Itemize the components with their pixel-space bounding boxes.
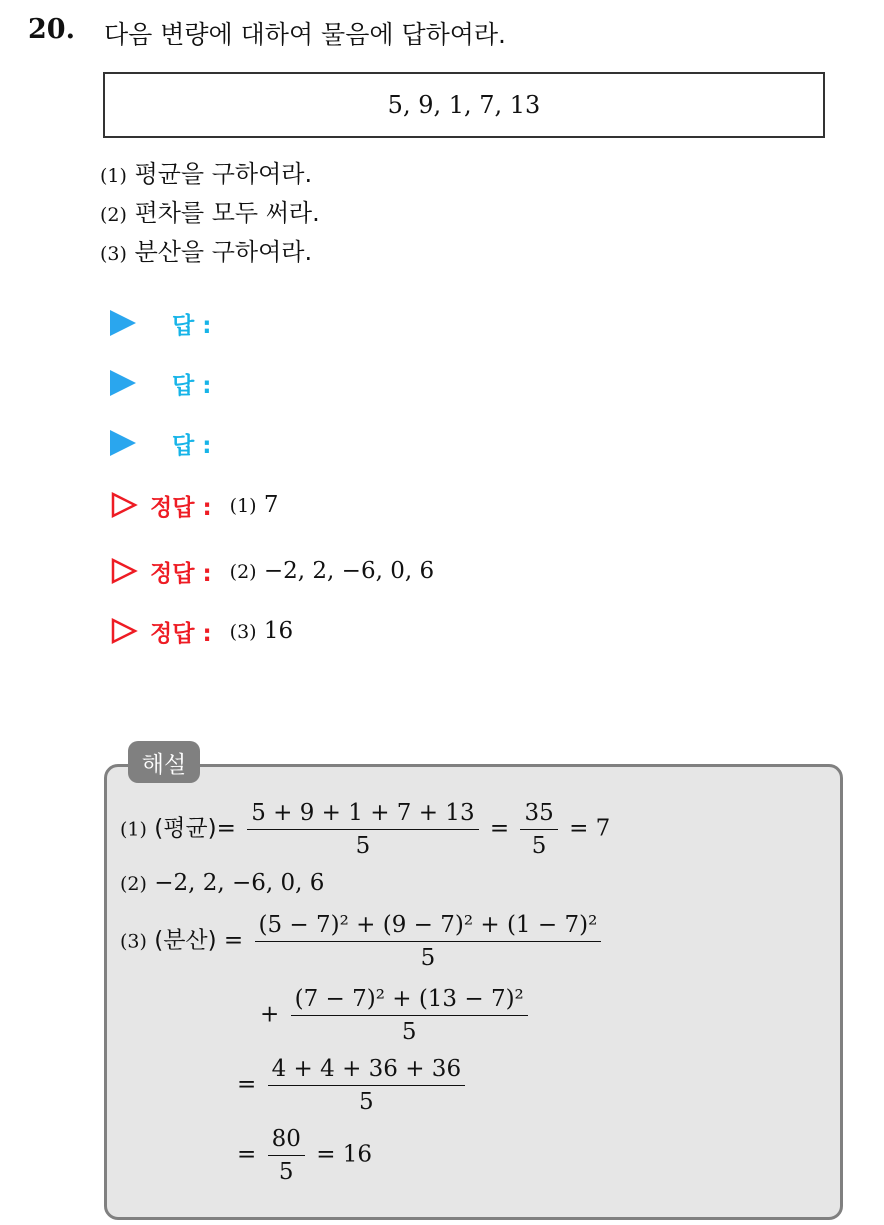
subquestion-text: 평균을 구하여라. <box>134 160 313 188</box>
line-num: (2) <box>120 873 147 895</box>
subquestion-3 <box>100 232 312 267</box>
answer-blank-2[interactable] <box>110 368 211 398</box>
correct-num: (1) <box>229 495 257 517</box>
result: = 16 <box>316 1141 373 1168</box>
numerator: 35 <box>520 800 557 830</box>
answer-label: 답 : <box>172 372 212 399</box>
explanation-line-3 <box>120 912 605 971</box>
answer-label: 답 : <box>172 432 212 459</box>
correct-answer-3 <box>110 614 293 648</box>
fraction <box>268 1126 305 1185</box>
subquestion-2 <box>100 193 320 228</box>
denominator: 5 <box>401 1019 417 1045</box>
correct-value <box>230 492 279 518</box>
explanation-line-1 <box>120 800 610 859</box>
mean-lhs: (평균)= <box>154 815 236 842</box>
denominator: 5 <box>355 833 371 859</box>
denominator: 5 <box>531 833 547 859</box>
equals: = <box>237 1141 257 1168</box>
denominator: 5 <box>278 1159 294 1185</box>
variance-lhs: (분산) = <box>154 927 244 954</box>
outline-triangle-icon <box>110 617 138 645</box>
deviations: −2, 2, −6, 0, 6 <box>154 870 325 896</box>
fraction <box>268 1056 465 1115</box>
fraction <box>291 986 528 1045</box>
equals: = <box>489 815 510 842</box>
result: = 7 <box>569 815 611 842</box>
numerator: 5 + 9 + 1 + 7 + 13 <box>247 800 478 830</box>
correct-num: (3) <box>229 621 257 643</box>
plus: + <box>260 1001 280 1028</box>
data-box <box>103 72 825 138</box>
correct-value <box>230 618 294 644</box>
correct-answer-2 <box>110 554 434 588</box>
subquestion-text: 편차를 모두 써라. <box>134 199 320 227</box>
answer-label: 답 : <box>172 312 212 339</box>
subquestion-number: (3) <box>100 243 127 265</box>
correct-answer-1 <box>110 488 279 522</box>
explanation-tab: 해설 <box>128 741 200 783</box>
subquestion-1 <box>100 154 312 189</box>
play-triangle-icon <box>110 370 136 396</box>
subquestion-text: 분산을 구하여라. <box>134 238 313 266</box>
correct-label: 정답 : <box>150 620 212 647</box>
correct-text: −2, 2, −6, 0, 6 <box>263 558 435 584</box>
explanation-line-6 <box>237 1126 372 1185</box>
equals: = <box>237 1071 257 1098</box>
play-triangle-icon <box>110 430 136 456</box>
question-text: 다음 변량에 대하여 물음에 답하여라. <box>104 20 506 49</box>
denominator: 5 <box>359 1089 374 1115</box>
subquestion-number: (2) <box>100 204 127 226</box>
explanation-line-4 <box>260 986 532 1045</box>
correct-num: (2) <box>229 561 257 583</box>
denominator: 5 <box>420 945 436 971</box>
answer-blank-3[interactable] <box>110 428 211 458</box>
correct-label: 정답 : <box>150 560 212 587</box>
fraction <box>520 800 557 859</box>
numerator: 80 <box>268 1126 305 1156</box>
line-num: (1) <box>120 818 147 841</box>
numerator: (7 − 7)² + (13 − 7)² <box>291 986 528 1016</box>
subquestion-number: (1) <box>100 165 127 187</box>
correct-value <box>230 558 434 584</box>
explanation-line-5 <box>237 1056 469 1115</box>
outline-triangle-icon <box>110 557 138 585</box>
answer-blank-1[interactable] <box>110 308 211 338</box>
correct-label: 정답 : <box>150 494 212 521</box>
explanation-line-2 <box>120 870 324 896</box>
fraction <box>255 912 602 971</box>
data-values: 5, 9, 1, 7, 13 <box>387 91 541 119</box>
outline-triangle-icon <box>110 491 138 519</box>
question-number: 20. <box>28 14 75 45</box>
fraction <box>247 800 478 859</box>
play-triangle-icon <box>110 310 136 336</box>
line-num: (3) <box>120 930 147 953</box>
correct-text: 16 <box>263 618 294 644</box>
numerator: 4 + 4 + 36 + 36 <box>268 1056 465 1086</box>
numerator: (5 − 7)² + (9 − 7)² + (1 − 7)² <box>255 912 602 942</box>
correct-text: 7 <box>263 492 279 518</box>
